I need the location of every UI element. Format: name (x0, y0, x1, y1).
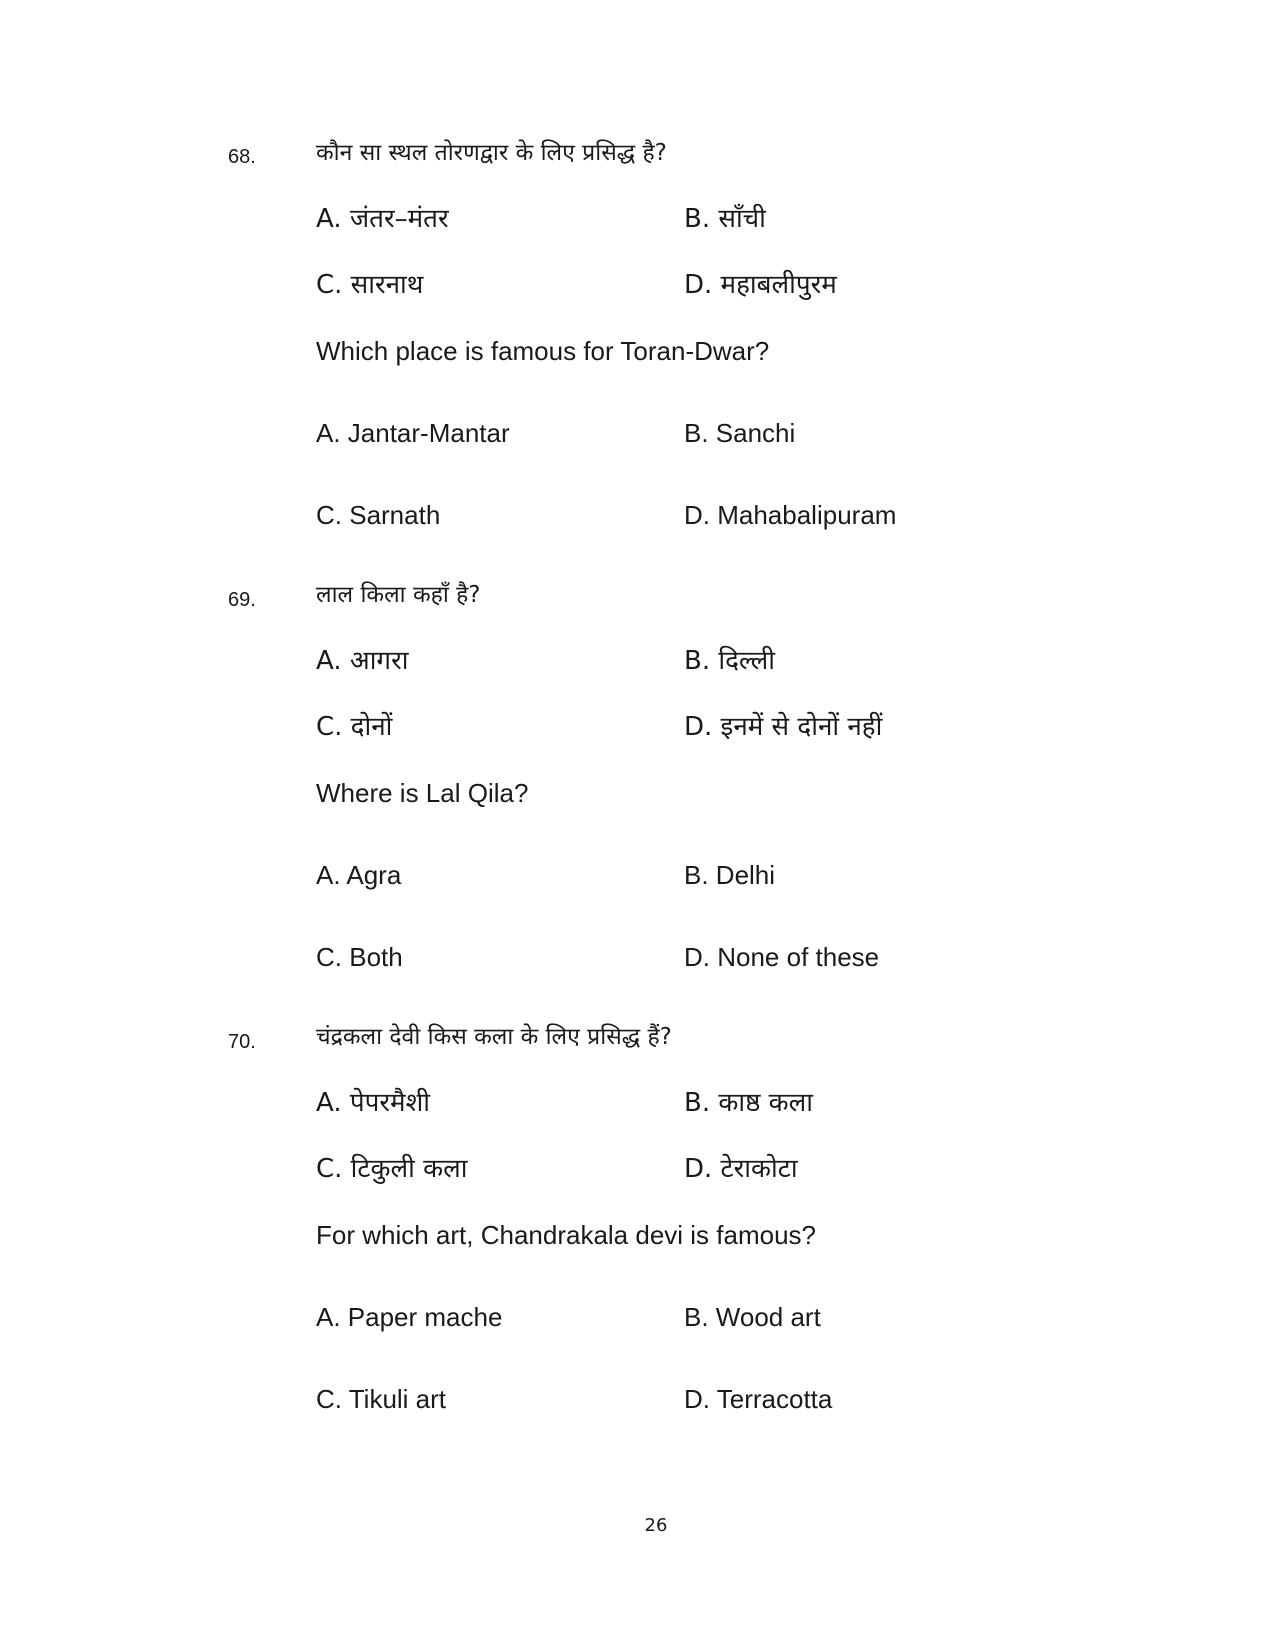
english-option-d: D. Mahabalipuram (684, 500, 897, 530)
question-number: 70. (228, 1031, 256, 1053)
page-number: 26 (644, 1515, 668, 1536)
hindi-option-d: D. महाबलीपुरम (684, 270, 837, 300)
hindi-option-a: A. आगरा (316, 646, 409, 676)
hindi-option-c: C. सारनाथ (316, 270, 424, 300)
english-option-a: A. Agra (316, 860, 402, 890)
hindi-option-c: C. दोनों (316, 712, 393, 742)
english-question: Which place is famous for Toran-Dwar? (316, 336, 770, 366)
english-question: For which art, Chandrakala devi is famous? (316, 1220, 817, 1250)
english-option-b: B. Delhi (684, 860, 776, 890)
hindi-question: चंद्रकला देवी किस कला के लिए प्रसिद्ध हैं? (316, 1024, 672, 1050)
english-option-d: D. Terracotta (684, 1384, 833, 1414)
hindi-option-a: A. जंतर–मंतर (316, 204, 449, 234)
hindi-question: कौन सा स्थल तोरणद्वार के लिए प्रसिद्ध है? (316, 140, 667, 166)
hindi-option-c: C. टिकुली कला (316, 1154, 468, 1184)
english-option-a: A. Paper mache (316, 1302, 503, 1332)
english-option-a: A. Jantar-Mantar (316, 418, 510, 448)
english-option-d: D. None of these (684, 942, 880, 972)
question-number: 69. (228, 589, 256, 611)
hindi-option-d: D. टेराकोटा (684, 1154, 798, 1184)
question-number: 68. (228, 146, 256, 168)
hindi-option-a: A. पेपरमैशी (316, 1088, 430, 1118)
hindi-option-b: B. साँची (684, 204, 766, 234)
english-question: Where is Lal Qila? (316, 778, 529, 808)
english-option-b: B. Sanchi (684, 418, 796, 448)
english-option-c: C. Both (316, 942, 403, 972)
hindi-option-b: B. दिल्ली (684, 646, 775, 676)
english-option-c: C. Sarnath (316, 500, 441, 530)
hindi-option-d: D. इनमें से दोनों नहीं (684, 712, 883, 742)
hindi-option-b: B. काष्ठ कला (684, 1088, 813, 1118)
hindi-question: लाल किला कहाँ है? (316, 582, 481, 608)
english-option-b: B. Wood art (684, 1302, 821, 1332)
english-option-c: C. Tikuli art (316, 1384, 447, 1414)
